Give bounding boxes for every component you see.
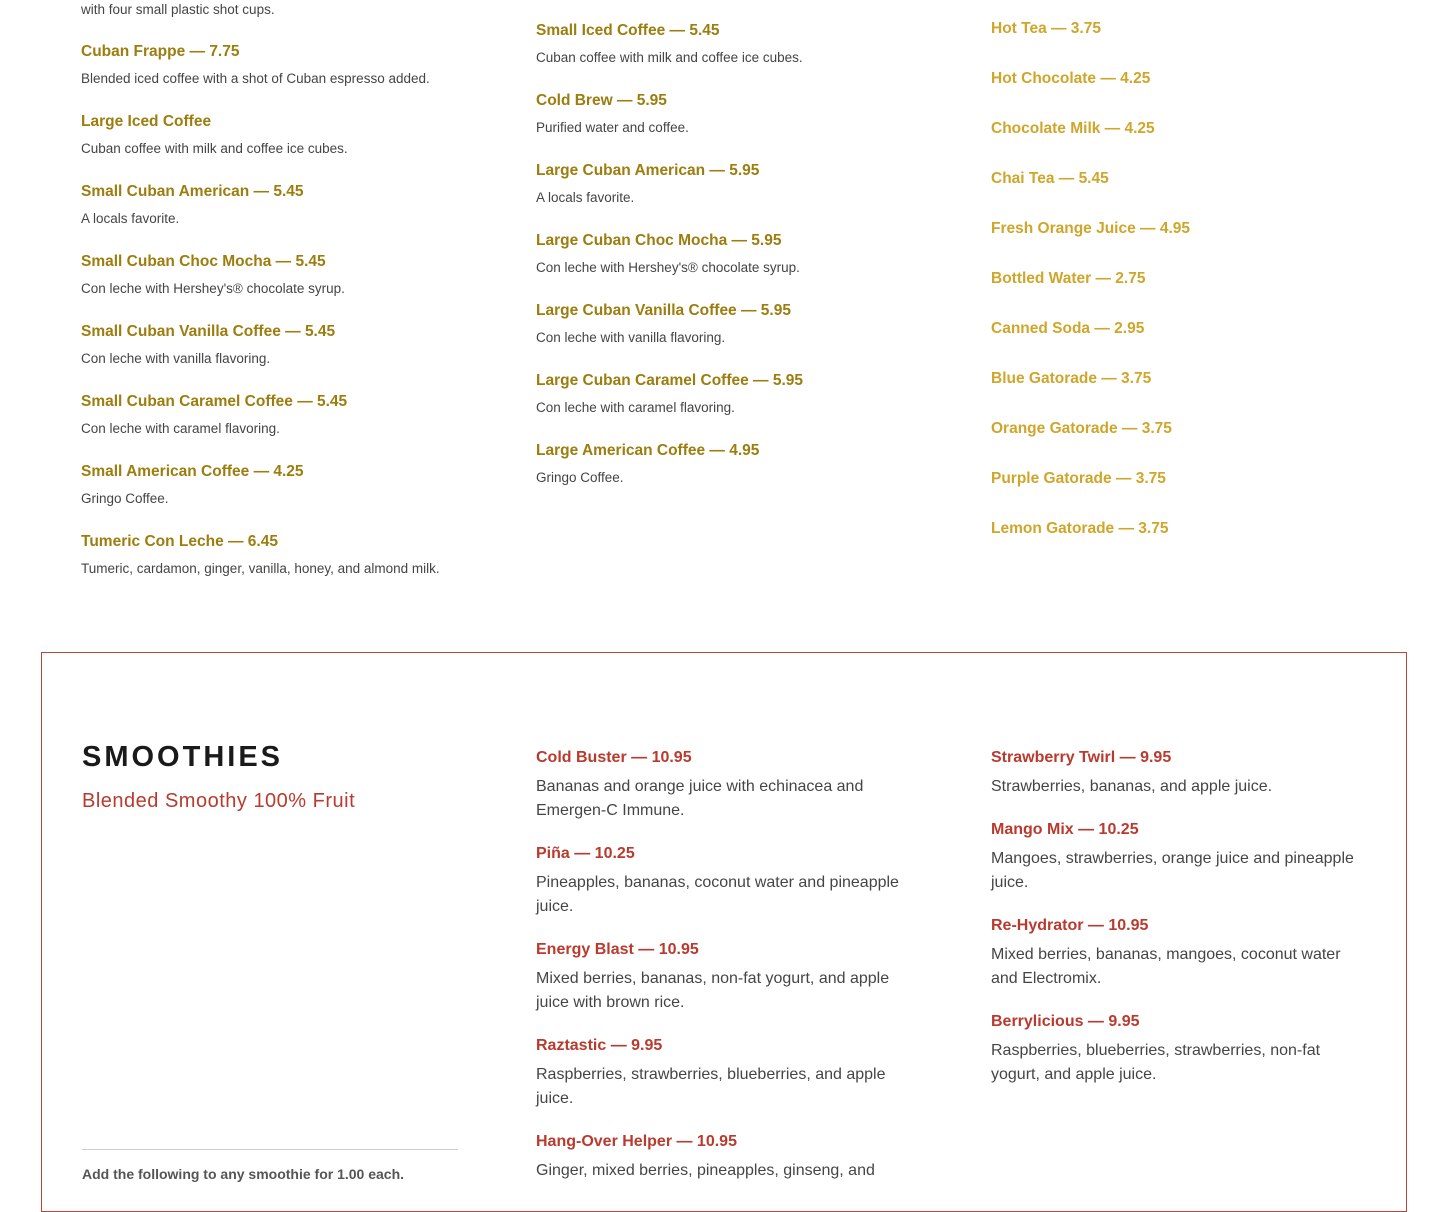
menu-item-name: Large Iced Coffee <box>81 113 212 130</box>
smoothie-description: Mixed berries, bananas, mangoes, coconut water and Electromix. <box>991 946 1341 987</box>
menu-item-name: Large Cuban Caramel Coffee — 5.95 <box>536 372 804 389</box>
menu-item-description: Con leche with Hershey's® chocolate syrup. <box>81 281 345 296</box>
menu-item-name: Small Iced Coffee — 5.45 <box>536 22 720 39</box>
smoothie-name: Hang-Over Helper — 10.95 <box>536 1133 737 1150</box>
section-subtitle: Blended Smoothy 100% Fruit <box>82 790 356 812</box>
smoothie-item <box>991 1011 1371 1087</box>
menu-item <box>81 111 481 159</box>
drinks-menu-column <box>991 18 1391 568</box>
drink-item: Blue Gatorade — 3.75 <box>991 370 1152 387</box>
menu-item-name: Tumeric Con Leche — 6.45 <box>81 533 278 550</box>
smoothie-name: Piña — 10.25 <box>536 845 635 862</box>
menu-item-description: with four small plastic shot cups. <box>81 2 275 17</box>
coffee-menu-column-2 <box>536 20 936 510</box>
menu-item-description: Con leche with vanilla flavoring. <box>536 330 726 345</box>
menu-item-description: Con leche with vanilla flavoring. <box>81 351 271 366</box>
menu-item-description: Tumeric, cardamon, ginger, vanilla, honey, and almond milk. <box>81 561 440 576</box>
menu-item-name: Cuban Frappe — 7.75 <box>81 43 240 60</box>
smoothie-name: Energy Blast — 10.95 <box>536 941 699 958</box>
smoothie-item <box>536 1131 906 1183</box>
divider <box>82 1149 458 1150</box>
menu-item <box>81 461 481 509</box>
drink-item: Purple Gatorade — 3.75 <box>991 470 1166 487</box>
menu-item-description: Con leche with caramel flavoring. <box>536 400 735 415</box>
drink-item: Lemon Gatorade — 3.75 <box>991 520 1169 537</box>
smoothie-description: Ginger, mixed berries, pineapples, ginseng, and <box>536 1162 875 1179</box>
smoothies-section <box>41 652 1407 1212</box>
drink-item: Bottled Water — 2.75 <box>991 270 1146 287</box>
menu-item <box>81 251 481 299</box>
smoothie-description: Raspberries, blueberries, strawberries, non-fat yogurt, and apple juice. <box>991 1042 1321 1083</box>
smoothie-item <box>536 939 906 1015</box>
menu-item-name: Large Cuban Choc Mocha — 5.95 <box>536 232 782 249</box>
menu-item-name: Small Cuban Vanilla Coffee — 5.45 <box>81 323 336 340</box>
menu-item-description: Con leche with caramel flavoring. <box>81 421 280 436</box>
menu-item <box>536 160 936 208</box>
menu-item <box>536 230 936 278</box>
smoothie-item <box>991 819 1371 895</box>
smoothie-item <box>536 843 906 919</box>
smoothie-description: Strawberries, bananas, and apple juice. <box>991 778 1273 795</box>
smoothie-description: Mixed berries, bananas, non-fat yogurt, and apple juice with brown rice. <box>536 970 890 1011</box>
drink-item: Chai Tea — 5.45 <box>991 170 1109 187</box>
menu-item <box>81 41 481 89</box>
smoothie-name: Cold Buster — 10.95 <box>536 749 692 766</box>
smoothie-description: Mangoes, strawberries, orange juice and pineapple juice. <box>991 850 1354 891</box>
section-title: SMOOTHIES <box>82 741 284 773</box>
menu-item <box>81 181 481 229</box>
smoothie-item <box>536 1035 906 1111</box>
drink-item: Hot Chocolate — 4.25 <box>991 70 1151 87</box>
smoothie-name: Strawberry Twirl — 9.95 <box>991 749 1172 766</box>
drink-item: Fresh Orange Juice — 4.95 <box>991 220 1191 237</box>
drink-item: Chocolate Milk — 4.25 <box>991 120 1155 137</box>
menu-item-description: Purified water and coffee. <box>536 120 689 135</box>
menu-item <box>81 391 481 439</box>
menu-item-name: Small Cuban Caramel Coffee — 5.45 <box>81 393 348 410</box>
menu-item-description: Con leche with Hershey's® chocolate syrup. <box>536 260 800 275</box>
smoothie-name: Mango Mix — 10.25 <box>991 821 1139 838</box>
menu-item <box>536 20 936 68</box>
smoothie-item <box>536 747 906 823</box>
smoothie-item <box>991 915 1371 991</box>
menu-item <box>536 370 936 418</box>
menu-item-description: Gringo Coffee. <box>81 491 169 506</box>
menu-item-name: Small Cuban American — 5.45 <box>81 183 304 200</box>
drink-item: Hot Tea — 3.75 <box>991 20 1101 37</box>
menu-item-description: Blended iced coffee with a shot of Cuban espresso added. <box>81 71 430 86</box>
menu-item-description: Cuban coffee with milk and coffee ice cubes. <box>536 50 803 65</box>
add-ons-note: Add the following to any smoothie for 1.00 each. <box>82 1166 405 1182</box>
menu-item <box>81 321 481 369</box>
smoothies-column-1 <box>536 747 906 1203</box>
menu-item-name: Small American Coffee — 4.25 <box>81 463 304 480</box>
menu-item-name: Large Cuban American — 5.95 <box>536 162 760 179</box>
menu-item-description: A locals favorite. <box>536 190 635 205</box>
smoothie-name: Raztastic — 9.95 <box>536 1037 663 1054</box>
smoothies-column-2 <box>991 747 1371 1107</box>
coffee-menu-column-1 <box>81 0 481 601</box>
menu-item <box>81 531 481 579</box>
smoothie-description: Pineapples, bananas, coconut water and pineapple juice. <box>536 874 899 915</box>
menu-item <box>536 440 936 488</box>
smoothie-item <box>991 747 1371 799</box>
smoothie-name: Re-Hydrator — 10.95 <box>991 917 1149 934</box>
menu-item <box>536 300 936 348</box>
drink-item: Orange Gatorade — 3.75 <box>991 420 1172 437</box>
menu-item-description: Gringo Coffee. <box>536 470 624 485</box>
menu-item-name: Cold Brew — 5.95 <box>536 92 667 109</box>
menu-item-name: Large Cuban Vanilla Coffee — 5.95 <box>536 302 791 319</box>
smoothie-description: Bananas and orange juice with echinacea and Emergen-C Immune. <box>536 778 864 819</box>
drink-item: Canned Soda — 2.95 <box>991 320 1145 337</box>
menu-item-description: A locals favorite. <box>81 211 180 226</box>
menu-item-name: Large American Coffee — 4.95 <box>536 442 760 459</box>
smoothie-description: Raspberries, strawberries, blueberries, and apple juice. <box>536 1066 886 1107</box>
menu-item-description: Cuban coffee with milk and coffee ice cubes. <box>81 141 348 156</box>
menu-item-name: Small Cuban Choc Mocha — 5.45 <box>81 253 326 270</box>
smoothie-name: Berrylicious — 9.95 <box>991 1013 1140 1030</box>
menu-item <box>536 90 936 138</box>
